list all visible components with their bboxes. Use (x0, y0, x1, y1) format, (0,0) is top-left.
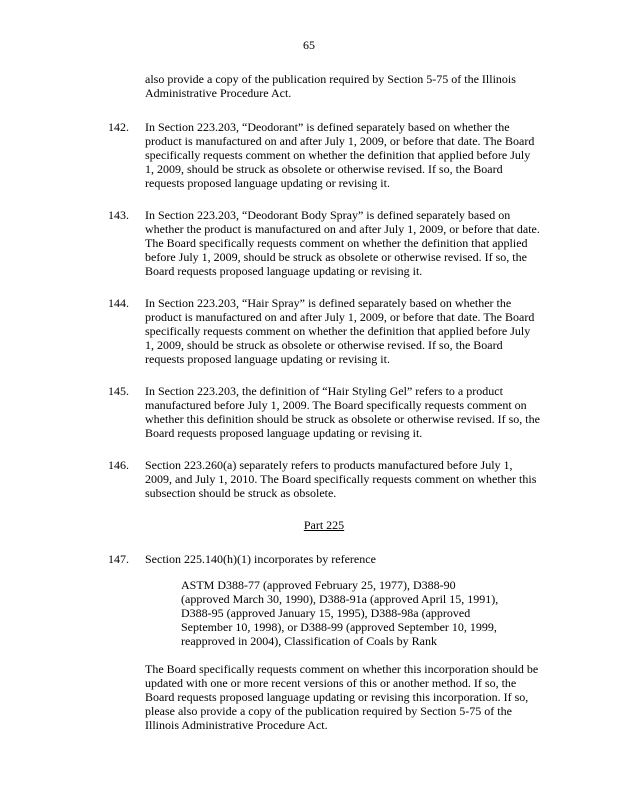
item-closing: The Board specifically requests comment on whether this incorporation should be updated with one or more recent versions of this or another method. If so, the Board requests proposed language updating or revising this incorporation. If so, please also provide a copy of the publication required by Section 5-75 of the Illinois Administrative Procedure Act. (145, 662, 539, 732)
item-text: In Section 223.203, “Deodorant” is defined separately based on whether the product is manufactured on and after July 1, 2009, or before that date. The Board specifically requests comment on whether the definition that applied before July 1, 2009, should be struck as obsolete or otherwise revised. If so, the Board requests proposed language updating or revising it. (145, 120, 535, 190)
list-item-147 (108, 552, 540, 732)
item-body (145, 552, 540, 732)
item-number: 145. (108, 384, 129, 398)
item-text: In Section 223.203, the definition of “Hair Styling Gel” refers to a product manufactured before July 1, 2009. The Board specifically requests comment on whether this definition should be struck as obsolete or otherwise revised. If so, the Board requests proposed language updating or revising it. (145, 384, 540, 440)
block-quote: ASTM D388-77 (approved February 25, 1977), D388-90 (approved March 30, 1990), D388-91a (approved April 15, 1991), D388-95 (approved January 15, 1995), D388-98a (approved September 10, 1998), or D388-99 (approved September 10, 1999, reapproved in 2004), Classification of Coals by Rank (181, 578, 499, 648)
item-intro: Section 225.140(h)(1) incorporates by reference (145, 552, 376, 566)
item-number: 144. (108, 296, 129, 310)
item-number: 146. (108, 458, 129, 472)
list-item-144 (108, 296, 540, 366)
continuation-paragraph: also provide a copy of the publication required by Section 5-75 of the Illinois Administrative Procedure Act. (145, 72, 516, 100)
item-number: 142. (108, 120, 129, 134)
page-number: 65 (303, 38, 315, 52)
item-number: 143. (108, 208, 129, 222)
list-item-143 (108, 208, 540, 278)
item-text: In Section 223.203, “Deodorant Body Spray” is defined separately based on whether the product is manufactured on and after July 1, 2009, or before that date. The Board specifically requests comment on whether the definition that applied before July 1, 2009, should be struck as obsolete or otherwise revised. If so, the Board requests proposed language updating or revising it. (145, 208, 540, 278)
item-text: Section 223.260(a) separately refers to products manufactured before July 1, 2009, and July 1, 2010. The Board specifically requests comment on whether this subsection should be struck as obsolete. (145, 458, 537, 500)
item-text: In Section 223.203, “Hair Spray” is defined separately based on whether the product is manufactured on and after July 1, 2009, or before that date. The Board specifically requests comment on whether the definition that applied before July 1, 2009, should be struck as obsolete or otherwise revised. If so, the Board requests proposed language updating or revising it. (145, 296, 535, 366)
page-content (108, 72, 540, 750)
part-heading: Part 225 (303, 518, 345, 532)
item-number: 147. (108, 552, 129, 566)
list-item-142 (108, 120, 540, 190)
list-item-145 (108, 384, 540, 440)
list-item-146 (108, 458, 540, 500)
